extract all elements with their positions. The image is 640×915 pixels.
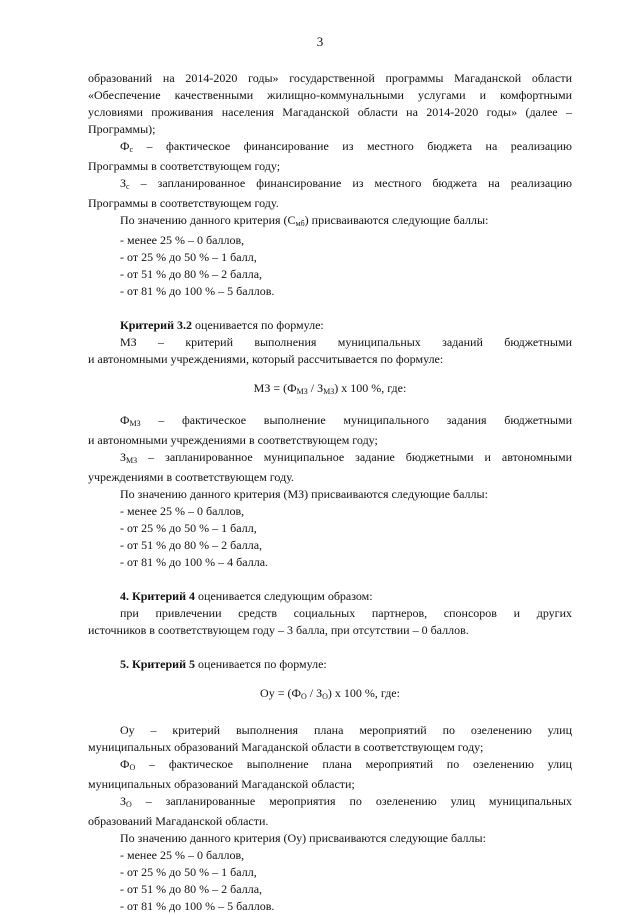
c32-score-item: - от 81 % до 100 % – 4 балла. bbox=[120, 555, 269, 569]
c32-score-item: - от 25 % до 50 % – 1 балл, bbox=[120, 521, 257, 535]
c5-fo-line-1: $Ф_О$ – фактическое выполнение плана мероприятий по озеленению улиц bbox=[120, 757, 572, 772]
c5-zo-line-2: образований Магаданской области. bbox=[88, 814, 269, 828]
c31-score-item: - менее 25 % – 0 баллов, bbox=[120, 233, 245, 247]
intro-line-4: Программы); bbox=[88, 122, 156, 136]
c5-fo-line-2: муниципальных образований Магаданской области; bbox=[88, 777, 355, 791]
c5-score-item: - от 51 % до 80 % – 2 балла, bbox=[120, 882, 263, 896]
fc-definition-line-2: Программы в соответствующем году; bbox=[88, 159, 281, 173]
c5-oy-line-2: муниципальных образований Магаданской области в соответствующем году; bbox=[88, 740, 484, 754]
c32-formula: МЗ = $(Ф_{МЗ} / З_{МЗ})$ х 100 %, где: bbox=[253, 381, 407, 396]
c32-zmz-line-2: учреждениями в соответствующем году. bbox=[88, 470, 294, 484]
c31-score-item: - от 81 % до 100 % – 5 баллов. bbox=[120, 284, 275, 298]
intro-line-1: образований на 2014-2020 годы» государственной программы Магаданской области bbox=[88, 71, 572, 85]
c31-score-item: - от 25 % до 50 % – 1 балл, bbox=[120, 250, 257, 264]
c5-score-item: - от 25 % до 50 % – 1 балл, bbox=[120, 865, 257, 879]
c32-fmz-line-1: $Ф_{МЗ}$ – фактическое выполнение муниципального задания бюджетными bbox=[120, 413, 572, 428]
c5-score-item: - менее 25 % – 0 баллов, bbox=[120, 848, 245, 862]
c32-scores-intro: По значению данного критерия (МЗ) присваиваются следующие баллы: bbox=[120, 487, 488, 501]
c5-heading: 5. Критерий 5 оценивается по формуле: bbox=[120, 657, 327, 671]
c5-score-item: - от 81 % до 100 % – 5 баллов. bbox=[120, 899, 275, 913]
zc-definition-line-2: Программы в соответствующем году. bbox=[88, 196, 279, 210]
page-number: 3 bbox=[316, 34, 324, 49]
c32-score-item: - менее 25 % – 0 баллов, bbox=[120, 504, 245, 518]
c32-mz-line-2: и автономными учреждениями, который рассчитывается по формуле: bbox=[88, 352, 444, 366]
c4-heading: 4. Критерий 4 оценивается следующим образом: bbox=[120, 589, 373, 603]
c31-scores-intro: По значению данного критерия $(С_{мб})$ присваиваются следующие баллы: bbox=[120, 213, 489, 228]
c4-line-2: источников в соответствующем году – 3 балла, при отсутствии – 0 баллов. bbox=[88, 623, 469, 637]
document-body bbox=[88, 70, 572, 915]
c32-fmz-line-2: и автономными учреждениями в соответствующем году; bbox=[88, 433, 378, 447]
intro-line-2: «Обеспечение качественными жилищно-коммунальными услугами и комфортными bbox=[88, 88, 572, 102]
c31-score-item: - от 51 % до 80 % – 2 балла, bbox=[120, 267, 263, 281]
intro-line-3: условиями проживания населения Магаданской области на 2014-2020 годы» (далее – bbox=[88, 105, 572, 119]
zc-definition-line-1: $З_с$ – запланированное финансирование из местного бюджета на реализацию bbox=[120, 176, 572, 191]
c5-scores-intro: По значению данного критерия (Оу) присваиваются следующие баллы: bbox=[120, 831, 486, 845]
c5-oy-line-1: Оу – критерий выполнения плана мероприятий по озеленению улиц bbox=[120, 723, 572, 737]
c32-zmz-line-1: $З_{МЗ}$ – запланированное муниципальное задание бюджетными и автономными bbox=[120, 450, 572, 465]
c4-line-1: при привлечении средств социальных партнеров, спонсоров и других bbox=[120, 606, 572, 620]
c5-zo-line-1: $З_О$ – запланированные мероприятия по озеленению улиц муниципальных bbox=[120, 794, 572, 809]
c32-score-item: - от 51 % до 80 % – 2 балла, bbox=[120, 538, 263, 552]
fc-definition-line-1: $Ф_с$ – фактическое финансирование из местного бюджета на реализацию bbox=[120, 139, 572, 154]
c5-formula: Оу = $(Ф_О / З_О)$ х 100 %, где: bbox=[260, 686, 400, 701]
c32-mz-line-1: МЗ – критерий выполнения муниципальных заданий бюджетными bbox=[120, 335, 572, 349]
c32-heading: Критерий 3.2 оценивается по формуле: bbox=[120, 318, 324, 332]
